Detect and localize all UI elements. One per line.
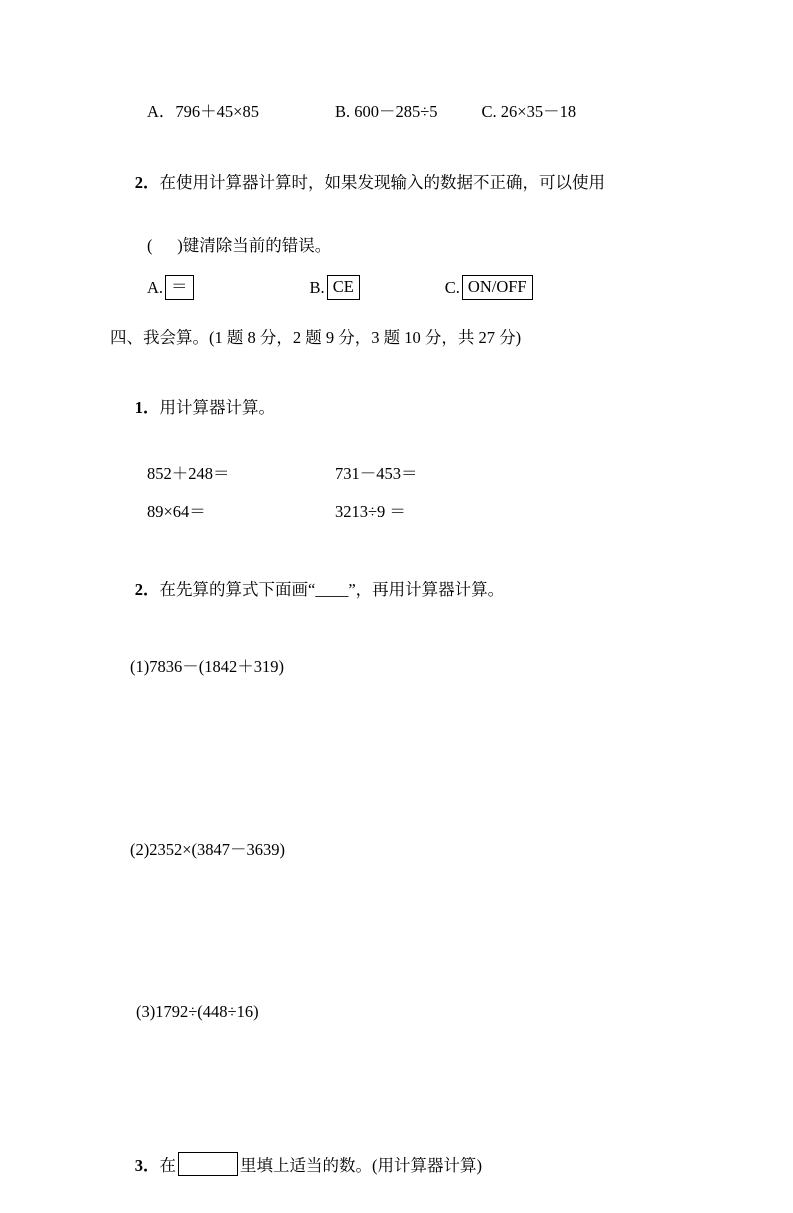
question-2 [110,136,710,230]
q1-choices-row [110,98,710,122]
q2-option-c-prefix: C. [444,277,460,297]
calc-problem-2: 731－453＝ [335,464,418,484]
question-2-continuation: ( )键清除当前的错误。 [147,236,332,256]
calc-problem-3: 89×64＝ [147,501,206,521]
ce-key-icon[interactable]: CE [327,275,360,299]
calc-row-2 [110,493,710,531]
section4-question-2 [110,543,710,637]
section4-q2-number: 2． [134,580,160,600]
q2-option-b[interactable] [310,275,360,299]
expr-2: (2)2352×(3847－3639) [130,840,286,860]
work-space-2 [110,866,710,996]
section4-q1-text: 用计算器计算。 [159,398,275,418]
q2-options-row [110,275,710,299]
question-2-text: 在使用计算器计算时，如果发现输入的数据不正确，可以使用 [159,173,605,193]
q1-choice-c: C. 26×35－18 [481,102,577,121]
content-area [110,96,710,1213]
calc-row-1 [110,455,710,493]
section-four-title: 四、我会算。(1 题 8 分，2 题 9 分，3 题 10 分，共 27 分) [110,327,522,347]
q2-option-a-prefix: A. [147,277,164,297]
q2-option-c[interactable] [445,275,533,299]
on-off-key-icon[interactable]: ON/OFF [462,275,533,299]
question-2-number: 2． [134,173,160,193]
equals-key-icon[interactable]: ＝ [165,275,194,299]
q2-option-b-prefix: B. [309,277,325,297]
section4-question-1 [110,361,710,455]
section4-q1-number: 1． [134,398,160,418]
section4-q3-number: 3． [134,1156,160,1176]
q2-option-a[interactable] [147,275,194,299]
section4-question-3 [110,1119,710,1213]
calc-problem-1: 852＋248＝ [147,464,230,484]
q1-choice-b: B. 600－285÷5 [334,102,438,121]
work-space-3 [110,1027,710,1119]
work-space-1 [110,682,710,834]
q1-choice-a: A．796＋45×85 [147,102,259,121]
expr-1: (1)7836－(1842＋319) [130,656,284,676]
calc-problem-4: 3213÷9 ＝ [335,501,406,521]
expr-3: (3)1792÷(448÷16) [136,1001,259,1021]
section4-q3-before: 在 [159,1156,176,1176]
answer-box[interactable] [178,1152,238,1176]
section4-q3-after: 里填上适当的数。(用计算器计算) [240,1156,482,1176]
section4-q2-text: 在先算的算式下面画“____”，再用计算器计算。 [159,580,505,600]
